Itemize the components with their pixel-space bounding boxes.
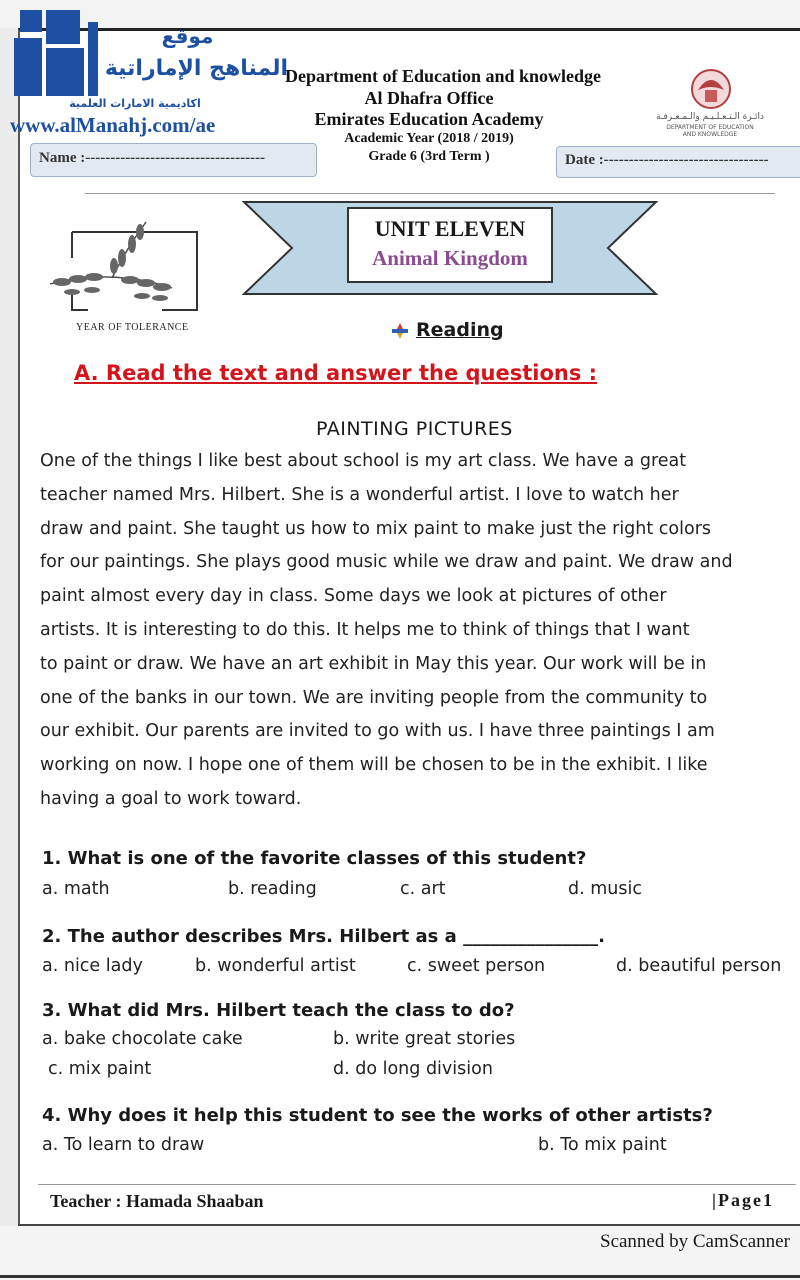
instruction-heading: A. Read the text and answer the questions : [74, 361, 598, 385]
site-name-line1: موقع [161, 24, 214, 48]
header-divider [85, 193, 775, 194]
bottom-rule [0, 1275, 800, 1278]
teacher-name: Teacher : Hamada Shaaban [50, 1191, 264, 1211]
date-field[interactable] [556, 146, 800, 178]
footer-divider [38, 1184, 796, 1185]
date-label: Date :--------------------------------- [565, 152, 769, 168]
department-title: Department of Education and knowledge [285, 66, 602, 86]
site-logo-icon [14, 10, 86, 98]
question-3: 3. What did Mrs. Hilbert teach the class to do? [42, 1000, 515, 1021]
q3-option-d[interactable]: d. do long division [333, 1059, 493, 1079]
passage-line: our exhibit. Our parents are invited to go with us. I have three paintings I am [40, 721, 715, 742]
q2-option-b[interactable]: b. wonderful artist [195, 956, 356, 976]
academy-arabic: اكاديمية الامارات العلمية [69, 97, 201, 110]
q4-option-b[interactable]: b. To mix paint [538, 1135, 667, 1155]
grade-label: Grade 6 (3rd Term ) [368, 149, 490, 164]
passage-line: one of the banks in our town. We are inviting people from the community to [40, 687, 708, 708]
question-2: 2. The author describes Mrs. Hilbert as a _______________. [42, 926, 605, 947]
dept-logo-english2: AND KNOWLEDGE [682, 131, 738, 138]
site-url[interactable]: www.alManahj.com/ae [10, 113, 216, 137]
office-title: Al Dhafra Office [364, 88, 494, 108]
passage-title: PAINTING PICTURES [316, 418, 513, 440]
q1-option-a[interactable]: a. math [42, 879, 110, 899]
scanner-credit: Scanned by CamScanner [600, 1231, 790, 1252]
passage-line: teacher named Mrs. Hilbert. She is a wonderful artist. I love to watch her [40, 484, 679, 505]
q3-option-c[interactable]: c. mix paint [48, 1059, 152, 1079]
emblem-icon [688, 66, 734, 116]
page-number: |Page1 [712, 1190, 774, 1210]
passage-line: having a goal to work toward. [40, 789, 302, 809]
passage-line: draw and paint. She taught us how to mix paint to make just the right colors [40, 518, 712, 539]
q2-option-c[interactable]: c. sweet person [407, 956, 546, 976]
tolerance-caption: YEAR OF TOLERANCE [76, 322, 189, 333]
q2-option-d[interactable]: d. beautiful person [616, 956, 782, 976]
reading-label: Reading [416, 319, 504, 341]
passage-line: working on now. I hope one of them will be chosen to be in the exhibit. I like [40, 755, 708, 776]
q3-option-b[interactable]: b. write great stories [333, 1029, 516, 1049]
passage-line: to paint or draw. We have an art exhibit in May this year. Our work will be in [40, 653, 707, 674]
academic-year: Academic Year (2018 / 2019) [344, 131, 514, 146]
name-field[interactable] [30, 143, 317, 177]
dept-logo-english1: DEPARTMENT OF EDUCATION [666, 124, 754, 131]
q1-option-b[interactable]: b. reading [228, 879, 317, 899]
top-bar [0, 0, 800, 28]
passage-line: paint almost every day in class. Some days we look at pictures of other [40, 586, 667, 607]
q4-option-a[interactable]: a. To learn to draw [42, 1135, 205, 1155]
q3-option-a[interactable]: a. bake chocolate cake [42, 1029, 243, 1049]
q2-option-a[interactable]: a. nice lady [42, 956, 143, 976]
tolerance-logo-icon [42, 218, 202, 326]
name-label: Name :------------------------------------ [39, 150, 266, 166]
passage-line: for our paintings. She plays good music while we draw and paint. We draw and [40, 552, 733, 573]
dept-logo-arabic: دائـرة الـتـعـلـيـم والـمـعـرفـة [656, 112, 764, 122]
question-4: 4. Why does it help this student to see the works of other artists? [42, 1105, 713, 1126]
question-1: 1. What is one of the favorite classes of this student? [42, 848, 587, 869]
site-name-line2: المناهج الإماراتية [104, 56, 288, 81]
q1-option-d[interactable]: d. music [568, 879, 642, 899]
q1-option-c[interactable]: c. art [400, 879, 446, 899]
unit-subtitle: Animal Kingdom [372, 246, 528, 270]
passage-line: One of the things I like best about school is my art class. We have a great [40, 451, 687, 471]
unit-title: UNIT ELEVEN [374, 216, 526, 241]
passage-line: artists. It is interesting to do this. It helps me to think of things that I want [40, 620, 690, 640]
academy-title: Emirates Education Academy [314, 109, 544, 129]
reading-bullet-icon [390, 321, 410, 345]
